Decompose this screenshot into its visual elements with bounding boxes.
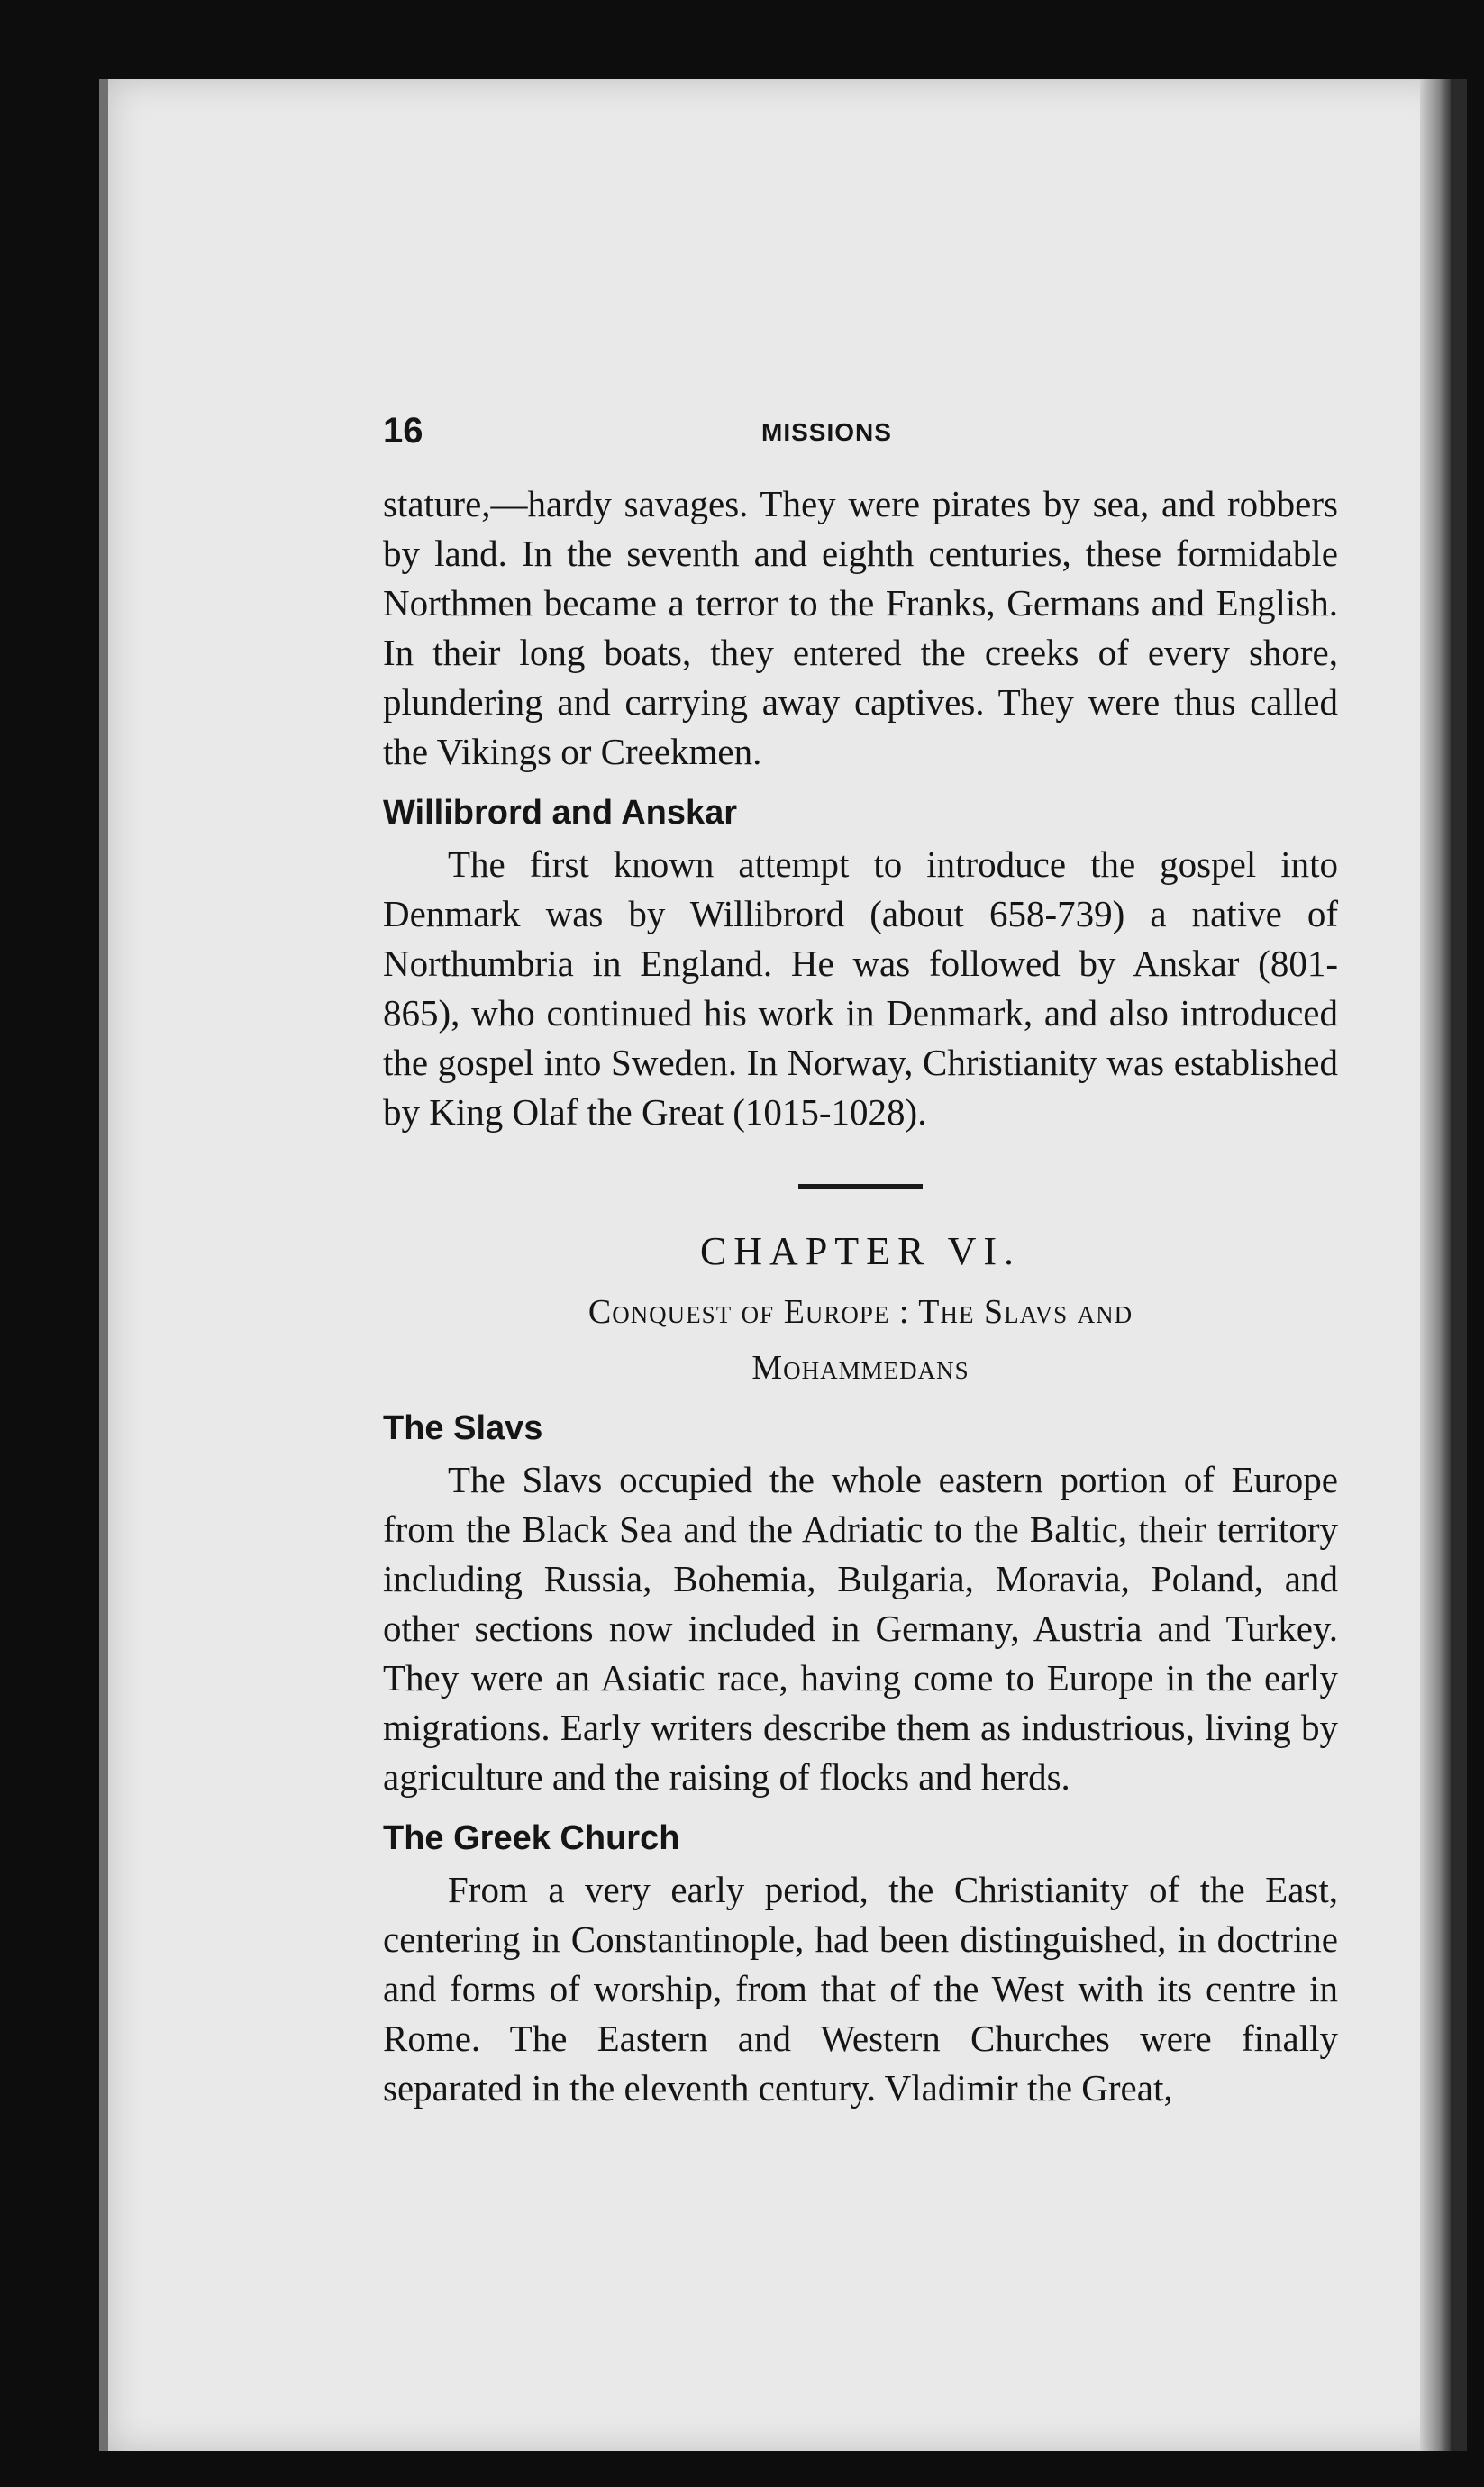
book-page	[99, 79, 1467, 2451]
chapter-subtitle-line-1: Conquest of Europe : The Slavs and	[587, 1293, 1133, 1331]
running-title: MISSIONS	[761, 418, 892, 446]
heading-willibrord-anskar: Willibrord and Anskar	[383, 794, 738, 832]
chapter-subtitle-line-2: Mohammedans	[751, 1349, 970, 1387]
running-head	[383, 411, 1338, 465]
page-number: 16	[383, 411, 423, 451]
paragraph-the-slavs: The Slavs occupied the whole eastern portion of Europe from the Black Sea and the Adriatic to the Baltic, their territory including Russia, Bohemia, Bulgaria, Moravia, Poland, and other sections now included in Germany, Austria and Turkey. They were an Asiatic race, having come to Europe in the early migrations. Early writers describe them as industrious, living by agriculture and the raising of flocks and herds.	[383, 1459, 1338, 1798]
book-spine-edge	[1420, 79, 1451, 2451]
section-divider	[798, 1184, 923, 1189]
page-content	[383, 411, 1338, 2113]
paragraph-greek-church: From a very early period, the Christianity of the East, centering in Constantinople, had been distinguished, in doctrine and forms of worship, from that of the West with its centre in Rome. The Eastern and Western Churches were finally separated in the eleventh century. Vladimir the Great,	[383, 1869, 1338, 2109]
paragraph-willibrord-anskar: The first known attempt to introduce the gospel into Denmark was by Willibrord (about 658-739) a native of Northumbria in England. He was followed by Anskar (801-865), who continued his work in Denmark, and also introduced the gospel into Sweden. In Norway, Christianity was established by King Olaf the Great (1015-1028).	[383, 843, 1338, 1133]
heading-the-slavs: The Slavs	[383, 1409, 543, 1447]
heading-greek-church: The Greek Church	[383, 1819, 680, 1857]
chapter-title: CHAPTER VI.	[699, 1229, 1022, 1273]
paragraph-northmen: stature,—hardy savages. They were pirates by sea, and robbers by land. In the seventh and eighth centuries, these formidable Northmen became a terror to the Franks, Germans and English. In their long boats, they entered the creeks of every shore, plundering and carrying away captives. They were thus called the Vikings or Creekmen.	[383, 483, 1338, 772]
